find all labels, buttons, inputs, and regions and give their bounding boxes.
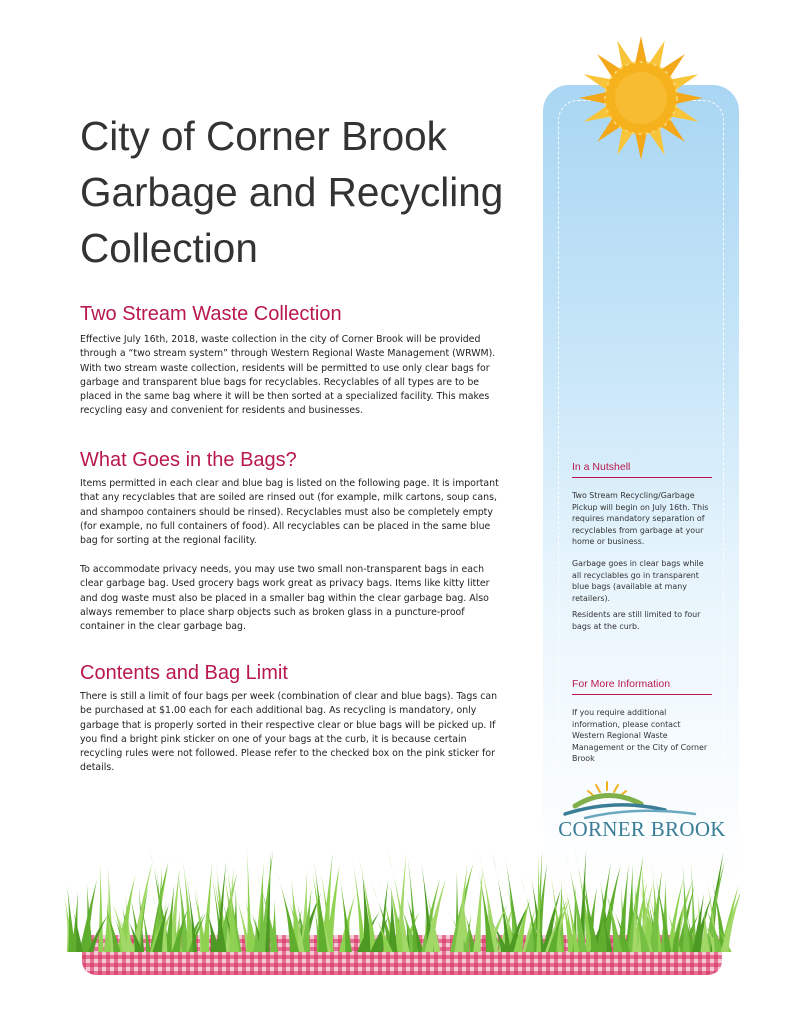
sun-icon xyxy=(575,32,707,164)
title-line-1: City of Corner Brook xyxy=(80,113,447,159)
grass-icon xyxy=(60,842,740,952)
sidebar-heading-nutshell: In a Nutshell xyxy=(572,461,712,478)
page-title xyxy=(80,108,520,276)
section-heading-bags: What Goes in the Bags? xyxy=(80,449,297,471)
sidebar-nutshell-text-2: Garbage goes in clear bags while all recyclables go in transparent blue bags (available at many retailers). xyxy=(572,559,704,603)
sidebar-more-info-text: If you require additional information, please contact Western Regional Waste Management or the City of Corner Brook xyxy=(572,708,708,763)
section-heading-bag-limit: Contents and Bag Limit xyxy=(80,662,288,684)
sidebar-nutshell-text-3: Residents are still limited to four bags at the curb. xyxy=(572,610,701,631)
paragraph-bag-limit: There is still a limit of four bags per week (combination of clear and blue bags). Tags can be purchased at $1.00 each for each additional bag. As recycling is mandatory, only garbage that is properly sorted in their respective clear or blue bags will be picked up. If you find a bright pink sticker on one of your bags at the curb, it is because certain recycling rules were not followed. Please refer to the checked box on the pink sticker for details. xyxy=(80,691,498,774)
sidebar-heading-more-info: For More Information xyxy=(572,678,712,695)
paragraph-bags-2: To accommodate privacy needs, you may use two small non-transparent bags in each clear garbage bag. Used grocery bags work great as privacy bags. Items like kitty litter and dog waste must also be placed in a smaller bag within the clear garbage bag. Also always remember to place sharp objects such as broken glass in a puncture-proof container in the clear garbage bag. xyxy=(80,564,490,633)
sidebar-nutshell-text-1: Two Stream Recycling/Garbage Pickup will begin on July 16th. This requires mandatory separation of recyclables from garbage at your home or business. xyxy=(572,491,709,546)
title-line-3: Collection xyxy=(80,225,258,271)
paragraph-two-stream: Effective July 16th, 2018, waste collection in the city of Corner Brook will be provided through a “two stream system” through Western Regional Waste Management (WRWM). With two stream waste collection, residents will be permitted to use only clear bags for garbage and transparent blue bags for recyclables. Recyclables of all types are to be placed in the same bag where it will be then sorted at a specialized facility. This makes recycling easy and convenient for residents and businesses. xyxy=(80,334,496,417)
paragraph-bags-1: Items permitted in each clear and blue bag is listed on the following page. It is important that any recyclables that are soiled are rinsed out (for example, milk cartons, soup cans, and shampoo containers should be rinsed). Recyclables must also be completely empty (for example, no full containers of food). All recyclables can be placed in the same blue bag for sorting at the regional facility. xyxy=(80,478,499,547)
title-line-2: Garbage and Recycling xyxy=(80,169,504,215)
section-heading-two-stream: Two Stream Waste Collection xyxy=(80,303,342,325)
corner-brook-logo-text: CORNER BROOK xyxy=(558,817,726,841)
